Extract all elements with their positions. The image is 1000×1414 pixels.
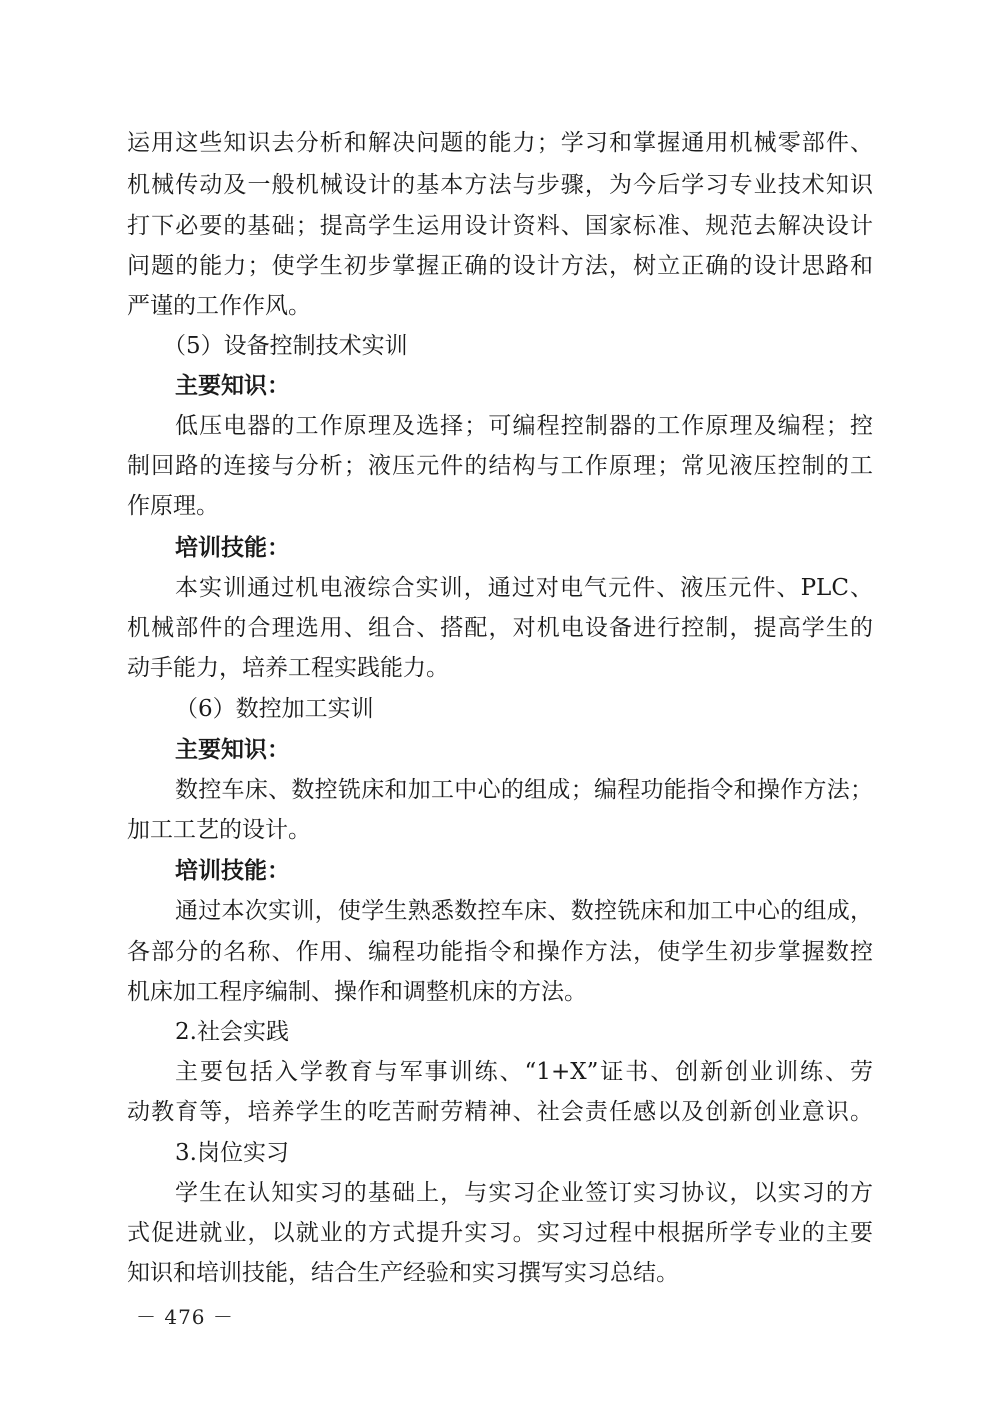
body-text-line: 机械传动及一般机械设计的基本方法与步骤，为今后学习专业技术知识 [127,172,873,198]
body-text-line: 动手能力，培养工程实践能力。 [127,655,449,681]
body-text-line: 知识和培训技能，结合生产经验和实习撰写实习总结。 [127,1260,679,1286]
section-heading: （6）数控加工实训 [175,696,374,722]
body-text-line: 机械部件的合理选用、组合、搭配，对机电设备进行控制，提高学生的 [127,615,873,641]
body-text-line: 本实训通过机电液综合实训，通过对电气元件、液压元件、PLC、 [175,575,873,601]
page-number: － 476 － [136,1305,234,1329]
subsection-heading: 主要知识： [175,372,290,399]
body-text-line: 各部分的名称、作用、编程功能指令和操作方法，使学生初步掌握数控 [127,939,873,965]
body-text-line: 低压电器的工作原理及选择；可编程控制器的工作原理及编程；控 [175,413,873,439]
section-heading: 3.岗位实习 [175,1140,289,1166]
body-text-line: 动教育等，培养学生的吃苦耐劳精神、社会责任感以及创新创业意识。 [127,1099,873,1125]
body-text-line: 式促进就业，以就业的方式提升实习。实习过程中根据所学专业的主要 [127,1220,873,1246]
body-text-line: 作原理。 [127,493,219,519]
subsection-heading: 培训技能： [175,857,290,884]
body-text-line: 加工工艺的设计。 [127,817,311,843]
body-text-line: 主要包括入学教育与军事训练、“1+X”证书、创新创业训练、劳 [175,1059,873,1085]
body-text-line: 机床加工程序编制、操作和调整机床的方法。 [127,979,587,1005]
body-text-line: 问题的能力；使学生初步掌握正确的设计方法，树立正确的设计思路和 [127,253,873,279]
body-text-line: 学生在认知实习的基础上，与实习企业签订实习协议，以实习的方 [175,1180,873,1206]
body-text-line: 制回路的连接与分析；液压元件的结构与工作原理；常见液压控制的工 [127,453,873,479]
body-text-line: 严谨的工作作风。 [127,293,311,319]
section-heading: 2.社会实践 [175,1019,289,1045]
body-text-line: 通过本次实训，使学生熟悉数控车床、数控铣床和加工中心的组成， [175,898,873,924]
section-heading: （5）设备控制技术实训 [163,333,408,359]
body-text-line: 数控车床、数控铣床和加工中心的组成；编程功能指令和操作方法； [175,777,873,803]
subsection-heading: 主要知识： [175,736,290,763]
body-text-line: 打下必要的基础；提高学生运用设计资料、国家标准、规范去解决设计 [127,213,873,239]
body-text-line: 运用这些知识去分析和解决问题的能力；学习和掌握通用机械零部件、 [127,130,873,156]
subsection-heading: 培训技能： [175,534,290,561]
